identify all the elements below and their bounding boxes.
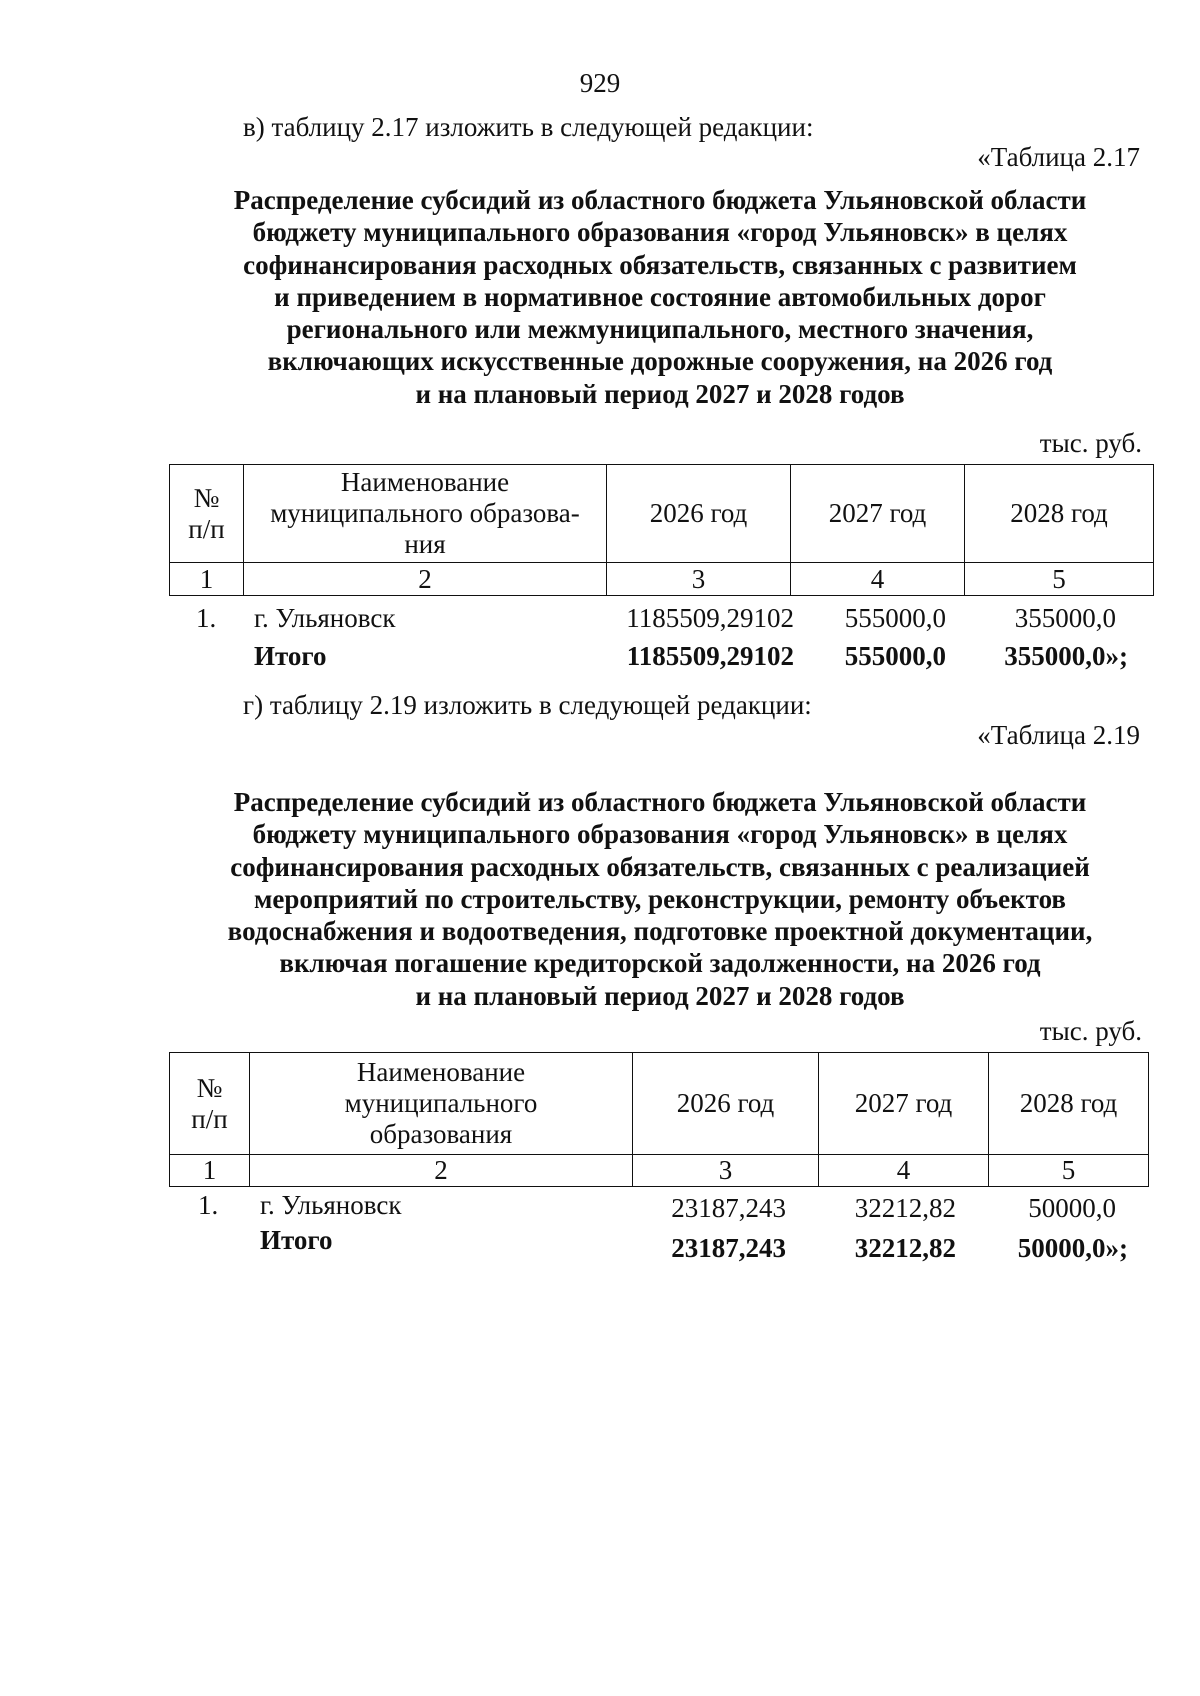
title-line: Распределение субсидий из областного бюджета Ульяновской области	[233, 185, 1087, 215]
col-number: 5	[989, 1155, 1149, 1187]
title-line: и на плановый период 2027 и 2028 годов	[415, 378, 905, 409]
row-2028: 50000,0	[1028, 1193, 1116, 1223]
row-name: г. Ульяновск	[260, 1190, 402, 1220]
title-line: мероприятий по строительству, реконструкции, ремонту объектов	[254, 883, 1066, 914]
table-ref-2-17: «Таблица 2.17	[977, 142, 1140, 172]
instruction-v: в) таблицу 2.17 изложить в следующей редакции:	[243, 112, 814, 142]
col-number: 3	[633, 1155, 819, 1187]
total-2028: 50000,0»;	[1017, 1233, 1128, 1263]
total-2027: 555000,0	[844, 641, 946, 671]
total-2027: 32212,82	[854, 1233, 956, 1263]
title-line: софинансирования расходных обязательств, связанных с развитием	[243, 249, 1077, 280]
row-name: г. Ульяновск	[254, 603, 396, 633]
unit-label: тыс. руб.	[1039, 1016, 1142, 1046]
title-line: водоснабжения и водоотведения, подготовке проектной документации,	[227, 916, 1093, 947]
title-line: бюджету муниципального образования «город Ульяновск» в целях	[252, 819, 1068, 850]
col-number: 1	[170, 1155, 250, 1187]
table-2-19-title	[120, 786, 1200, 1012]
title-line: софинансирования расходных обязательств, связанных с реализацией	[230, 851, 1090, 882]
total-label: Итого	[260, 1225, 333, 1255]
col-number: 2	[250, 1155, 633, 1187]
col-number: 1	[170, 563, 244, 596]
title-line: и на плановый период 2027 и 2028 годов	[415, 980, 905, 1011]
row-2026: 1185509,29102	[626, 603, 794, 633]
table-2-17-header	[169, 464, 1154, 596]
header-2028: 2028 год	[965, 465, 1154, 563]
row-2027: 32212,82	[854, 1193, 956, 1223]
row-num: 1.	[196, 603, 217, 633]
header-2026: 2026 год	[607, 465, 791, 563]
row-2026: 23187,243	[671, 1193, 786, 1223]
title-line: бюджету муниципального образования «город Ульяновск» в целях	[252, 217, 1068, 248]
col-number: 4	[819, 1155, 989, 1187]
header-num: № п/п	[170, 465, 244, 563]
header-num: № п/п	[170, 1053, 250, 1155]
col-number: 3	[607, 563, 791, 596]
row-2028: 355000,0	[1014, 603, 1116, 633]
header-name: Наименование муниципального образования	[250, 1053, 633, 1155]
title-line: включающих искусственные дорожные сооружения, на 2026 год	[267, 346, 1053, 377]
table-2-17-title	[120, 184, 1200, 410]
header-name: Наименование муниципального образова- ния	[244, 465, 607, 563]
row-num: 1.	[198, 1190, 219, 1220]
header-2028: 2028 год	[989, 1053, 1149, 1155]
title-line: регионального или межмуниципального, местного значения,	[286, 314, 1034, 345]
col-number: 5	[965, 563, 1154, 596]
table-2-19-header	[169, 1052, 1149, 1187]
page-number: 929	[579, 68, 621, 98]
col-number: 4	[791, 563, 965, 596]
row-2027: 555000,0	[844, 603, 946, 633]
total-2026: 23187,243	[671, 1233, 786, 1263]
total-label: Итого	[254, 641, 327, 671]
total-2026: 1185509,29102	[626, 641, 794, 671]
title-line: включая погашение кредиторской задолженности, на 2026 год	[279, 948, 1041, 979]
header-2026: 2026 год	[633, 1053, 819, 1155]
header-2027: 2027 год	[791, 465, 965, 563]
unit-label: тыс. руб.	[1039, 428, 1142, 458]
instruction-g: г) таблицу 2.19 изложить в следующей редакции:	[243, 690, 812, 720]
title-line: Распределение субсидий из областного бюджета Ульяновской области	[233, 787, 1087, 817]
total-2028: 355000,0»;	[1004, 641, 1128, 671]
header-2027: 2027 год	[819, 1053, 989, 1155]
title-line: и приведением в нормативное состояние автомобильных дорог	[274, 281, 1046, 312]
table-ref-2-19: «Таблица 2.19	[977, 720, 1140, 750]
col-number: 2	[244, 563, 607, 596]
